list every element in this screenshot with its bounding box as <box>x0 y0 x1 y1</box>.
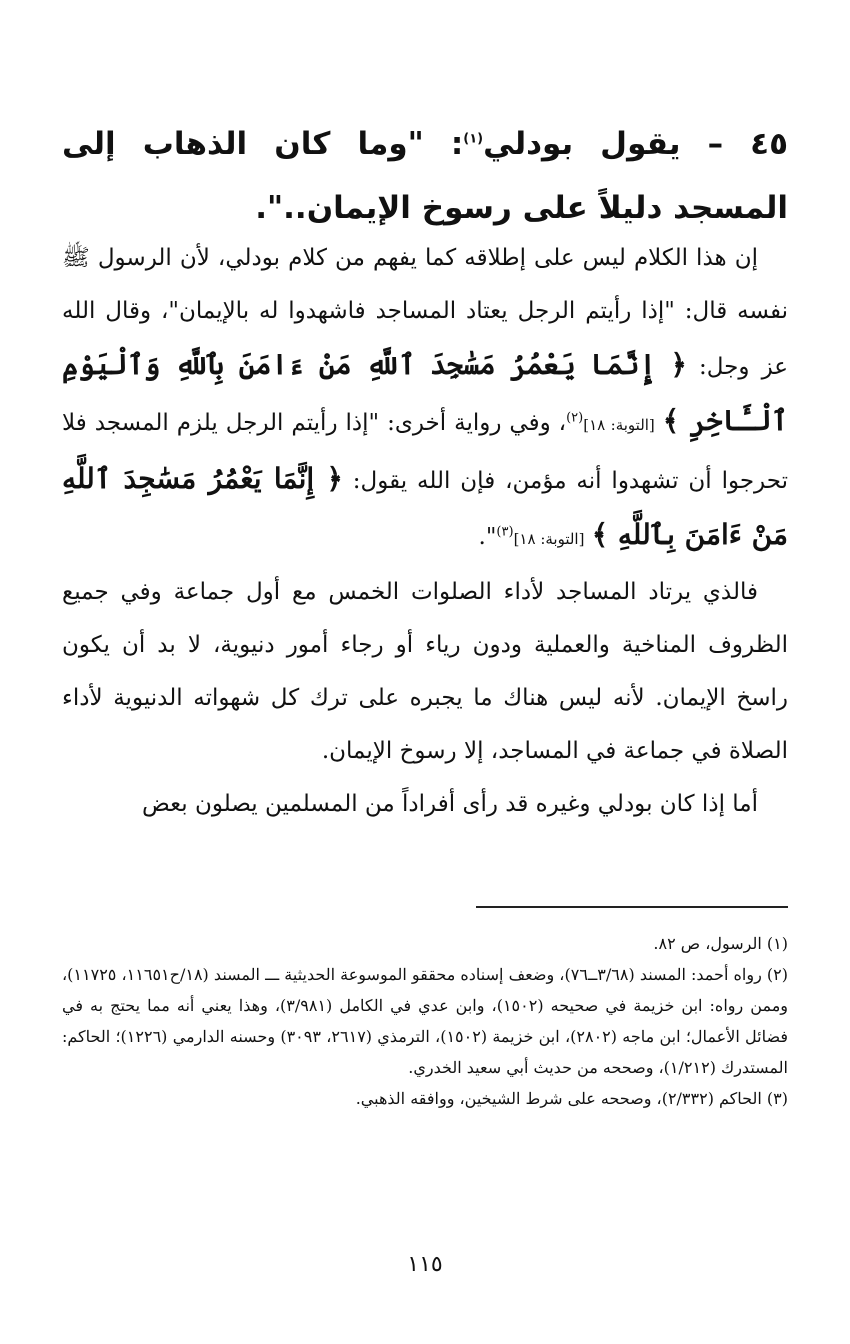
paragraph-1 <box>62 232 788 566</box>
paragraph-1-text-c: ". <box>478 524 497 550</box>
heading-number: ٤٥ <box>750 126 788 162</box>
footnote-ref-2: (٢) <box>566 410 584 426</box>
footnotes <box>62 928 788 1114</box>
footnote-ref-1: (١) <box>463 131 484 147</box>
quran-verse-2: ﴿ إِنَّمَا يَعْمُرُ مَسَٰجِدَ ٱللَّهِ مَنْ ءَامَنَ بِٱللَّهِ ﴾ <box>62 462 788 551</box>
heading-colon: : <box>450 126 464 162</box>
heading-dash: – <box>707 126 724 162</box>
footnote-separator <box>476 906 788 908</box>
footnote-ref-3: (٣) <box>496 524 514 540</box>
quran-reference-2: [التوبة: ١٨] <box>513 530 585 548</box>
quran-reference-1: [التوبة: ١٨] <box>583 416 655 434</box>
footnote-2: (٢) رواه أحمد: المسند (٣/٦٨ــ٧٦)، وضعف إسناده محققو الموسوعة الحديثية ـــ المسند (١٨/ح١١٦٥١، ١١٧٢٥)، وممن رواه: ابن خزيمة في صحيحه (١٥٠٢)، وابن عدي في الكامل (٣/٩٨١)، وهذا يعني أنه مما يحتج به في فضائل الأعمال؛ ابن ماجه (٢٨٠٢)، ابن خزيمة (١٥٠٢)، الترمذي (٢٦١٧، ٣٠٩٣) وحسنه الدارمي (١٢٢٦)؛ الحاكم: المستدرك (١/٢١٢)، وصححه من حديث أبي سعيد الخدري. <box>62 965 789 1077</box>
heading-lead: يقول بودلي <box>483 126 681 162</box>
footnote-3: (٣) الحاكم (٢/٣٣٢)، وصححه على شرط الشيخين، ووافقه الذهبي. <box>355 1089 788 1108</box>
paragraph-1-text-b: ، وفي رواية أخرى: "إذا رأيتم الرجل يلزم المسجد فلا تحرجوا أن تشهدوا أنه مؤمن، فإن الله يقول: <box>62 410 788 494</box>
paragraph-3: أما إذا كان بودلي وغيره قد رأى أفراداً من المسلمين يصلون بعض <box>141 791 758 817</box>
footnote-1: (١) الرسول، ص ٨٢. <box>653 934 788 953</box>
heading-quote: "وما كان الذهاب إلى المسجد دليلاً على رسوخ الإيمان..". <box>62 126 788 226</box>
section-heading <box>62 112 788 240</box>
page-number: ١١٥ <box>407 1252 443 1277</box>
paragraph-1-text-a: إن هذا الكلام ليس على إطلاقه كما يفهم من كلام بودلي، لأن الرسول ﷺ نفسه قال: "إذا رأيتم الرجل يعتاد المساجد فاشهدوا له بالإيمان"، وقال الله عز وجل: <box>62 245 788 380</box>
paragraph-2: فالذي يرتاد المساجد لأداء الصلوات الخمس مع أول جماعة وفي جميع الظروف المناخية والعملية ودون رياء أو رجاء أمور دنيوية، لا بد أن يكون راسخ الإيمان. لأنه ليس هناك ما يجبره على ترك كل شهواته الدنيوية لأداء الصلاة في جماعة في المساجد، إلا رسوخ الإيمان. <box>62 579 788 764</box>
main-text <box>62 232 788 831</box>
quran-verse-1: ﴿ إِنَّمَا يَعْمُرُ مَسَٰجِدَ ٱللَّهِ مَنْ ءَامَنَ بِٱللَّهِ وَٱلْيَوْمِ ٱلْـَٔاخِرِ ﴾ <box>62 348 789 437</box>
